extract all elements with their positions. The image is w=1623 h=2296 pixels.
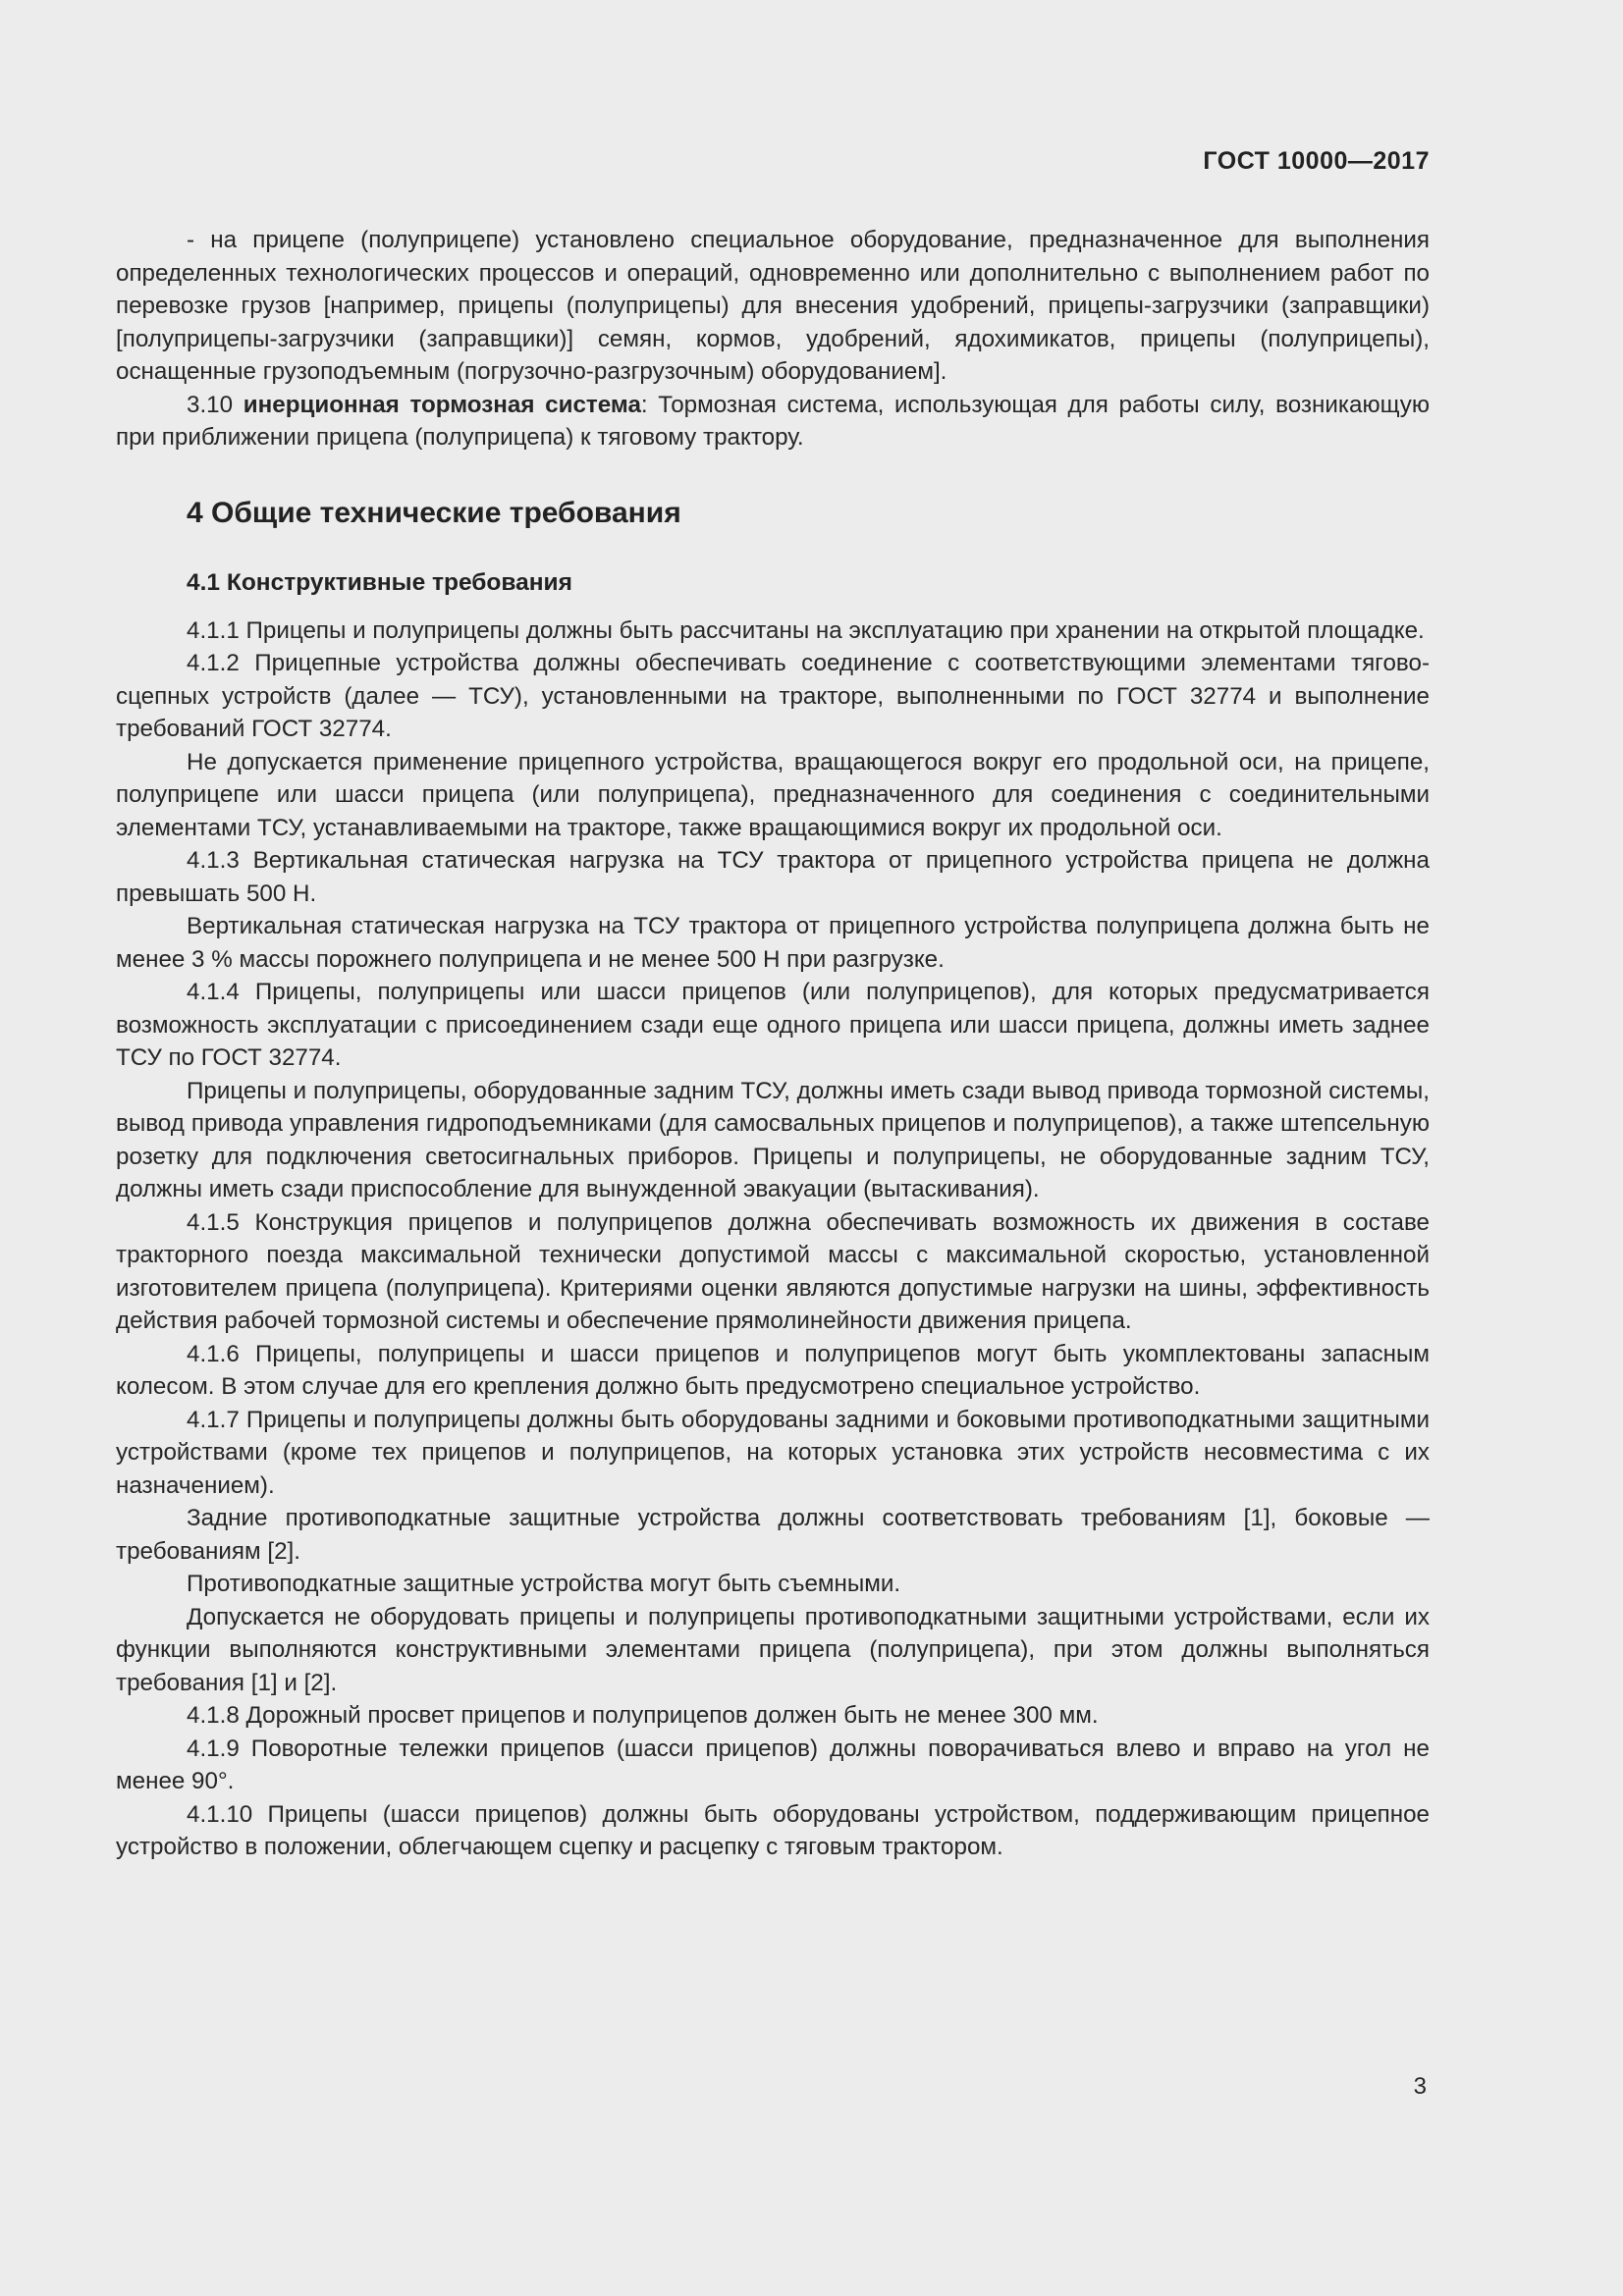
- paragraph: Задние противоподкатные защитные устройства должны соответствовать требованиям [1], боковые — требованиям [2].: [116, 1505, 1430, 1565]
- paragraph: 4.1.8 Дорожный просвет прицепов и полуприцепов должен быть не менее 300 мм.: [187, 1702, 1099, 1729]
- paragraph: 4.1.1 Прицепы и полуприцепы должны быть рассчитаны на эксплуатацию при хранении на открытой площадке.: [187, 616, 1425, 644]
- document-body: [116, 224, 1430, 1864]
- paragraph-list-item: - на прицепе (полуприцепе) установлено специальное оборудование, предназначенное для выполнения определенных технологических процессов и операций, одновременно или дополнительно с выполнением работ по перевозке грузов [например, прицепы (полуприцепы) для внесения удобрений, прицепы-загрузчики (заправщики) [полуприцепы-загрузчики (заправщики)] семян, кормов, удобрений, ядохимикатов, прицепы (полуприцепы), оснащенные грузоподъемным (погрузочно-разгрузочным) оборудованием].: [116, 227, 1430, 385]
- paragraph: 4.1.5 Конструкция прицепов и полуприцепов должна обеспечивать возможность их движения в составе тракторного поезда максимальной технически допустимой массы с максимальной скоростью, установленной изготовителем прицепа (полуприцепа). Критериями оценки являются допустимые нагрузки на шины, эффективность действия рабочей тормозной системы и обеспечение прямолинейности движения прицепа.: [116, 1208, 1430, 1334]
- definition-term: инерционная тормозная система: [243, 391, 641, 418]
- paragraph: Допускается не оборудовать прицепы и полуприцепы противоподкатными защитными устройствами, если их функции выполняются конструктивными элементами прицепа (полуприцепа), при этом должны выполняться требования [1] и [2].: [116, 1603, 1430, 1696]
- definition-text: : Тормозная система, использующая для работы силу, возникающую при приближении прицепа (полуприцепа) к тяговому трактору.: [116, 391, 1430, 451]
- paragraph: 4.1.2 Прицепные устройства должны обеспечивать соединение с соответствующими элементами тягово-сцепных устройств (далее — ТСУ), установленными на тракторе, выполненными по ГОСТ 32774 и выполнение требований ГОСТ 32774.: [116, 650, 1430, 742]
- paragraph: 4.1.9 Поворотные тележки прицепов (шасси прицепов) должны поворачиваться влево и вправо на угол не менее 90°.: [116, 1735, 1430, 1794]
- subsection-heading: 4.1 Конструктивные требования: [187, 568, 572, 596]
- definition-3-10: [116, 389, 1430, 454]
- paragraph: Противоподкатные защитные устройства могут быть съемными.: [187, 1571, 901, 1597]
- document-code-header: ГОСТ 10000—2017: [1203, 147, 1430, 175]
- paragraph: Не допускается применение прицепного устройства, вращающегося вокруг его продольной оси, на прицепе, полуприцепе или шасси прицепа (или полуприцепа), предназначенного для соединения с соединительными элементами ТСУ, устанавливаемыми на тракторе, также вращающимися вокруг их продольной оси.: [116, 748, 1430, 841]
- definition-number: 3.10: [187, 391, 234, 418]
- paragraph: 4.1.7 Прицепы и полуприцепы должны быть оборудованы задними и боковыми противоподкатными защитными устройствами (кроме тех прицепов и полуприцепов, на которых установка этих устройств несовместима с их назначением).: [116, 1406, 1430, 1499]
- paragraph: 4.1.3 Вертикальная статическая нагрузка на ТСУ трактора от прицепного устройства прицепа не должна превышать 500 Н.: [116, 847, 1430, 907]
- paragraph: Вертикальная статическая нагрузка на ТСУ трактора от прицепного устройства полуприцепа должна быть не менее 3 % массы порожнего полуприцепа и не менее 500 Н при разгрузке.: [116, 913, 1430, 973]
- page-number: 3: [1413, 2073, 1427, 2100]
- paragraph: Прицепы и полуприцепы, оборудованные задним ТСУ, должны иметь сзади вывод привода тормозной системы, вывод привода управления гидроподъемниками (для самосвальных прицепов и полуприцепов), а также штепсельную розетку для подключения светосигнальных приборов. Прицепы и полуприцепы, не оборудованные задним ТСУ, должны иметь сзади приспособление для вынужденной эвакуации (вытаскивания).: [116, 1077, 1430, 1202]
- section-heading: 4 Общие технические требования: [187, 496, 681, 529]
- paragraph: 4.1.6 Прицепы, полуприцепы и шасси прицепов и полуприцепов могут быть укомплектованы запасным колесом. В этом случае для его крепления должно быть предусмотрено специальное устройство.: [116, 1340, 1430, 1400]
- paragraph: 4.1.4 Прицепы, полуприцепы или шасси прицепов (или полуприцепов), для которых предусматривается возможность эксплуатации с присоединением сзади еще одного прицепа или шасси прицепа, должны иметь заднее ТСУ по ГОСТ 32774.: [116, 979, 1430, 1071]
- paragraph: 4.1.10 Прицепы (шасси прицепов) должны быть оборудованы устройством, поддерживающим прицепное устройство в положении, облегчающем сцепку и расцепку с тяговым трактором.: [116, 1800, 1430, 1860]
